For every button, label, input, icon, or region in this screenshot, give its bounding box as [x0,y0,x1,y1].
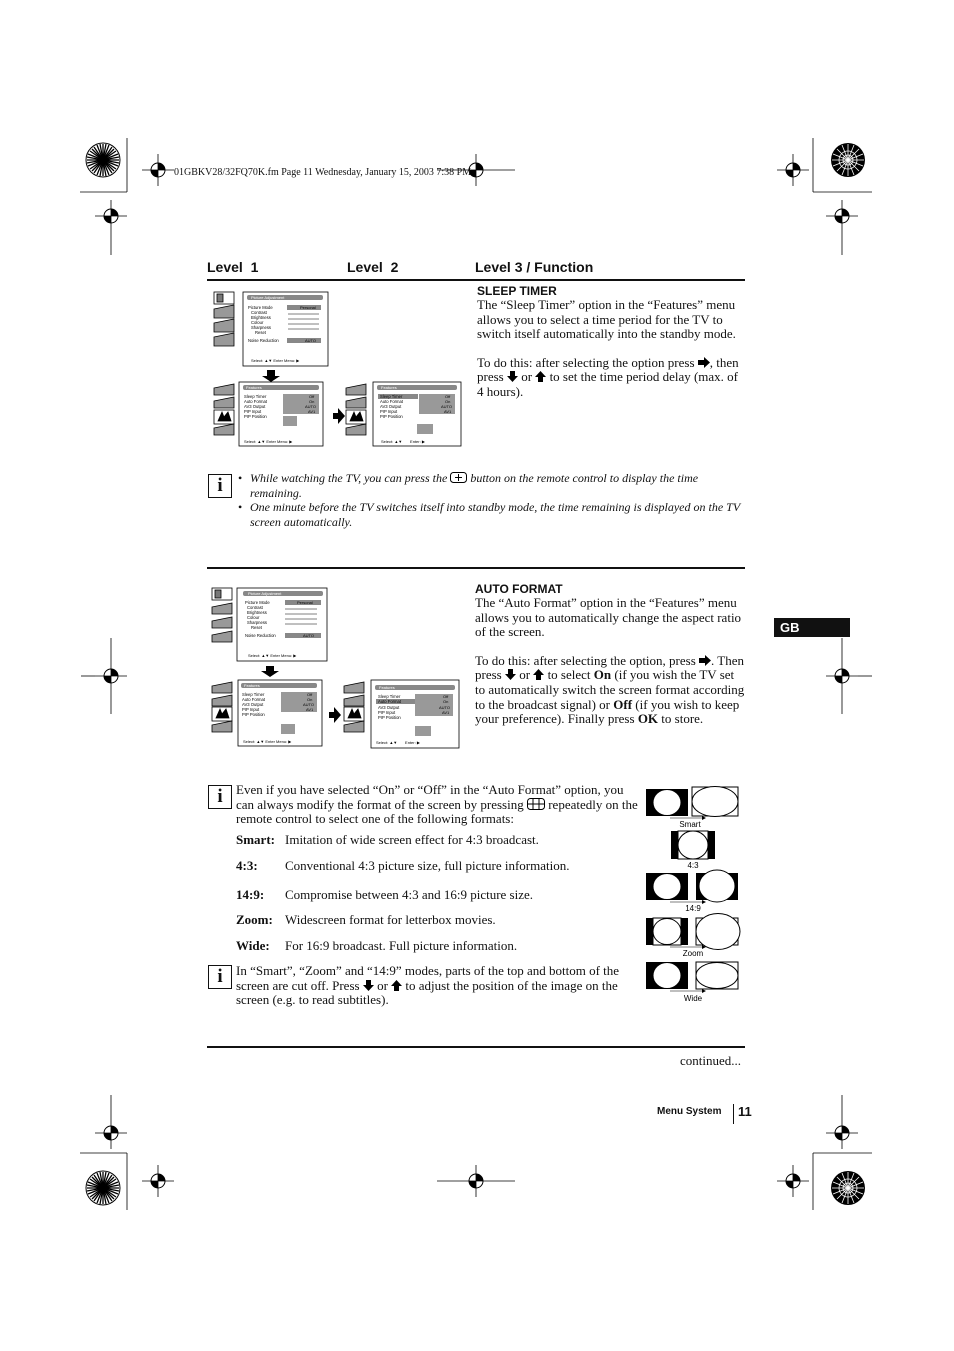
auto-format-section [475,582,745,727]
svg-text:Features: Features [246,385,262,390]
page-number: 11 [738,1104,752,1119]
svg-text:Picture Mode: Picture Mode [245,600,270,605]
sleep-timer-notes: • While watching the TV, you can press the button on the remote control to display the time remaining. • One minute before the TV switches itself into standby mode, the time remaining is displayed on the TV screen automatically. [238,471,740,529]
svg-text:Brightness: Brightness [251,315,271,320]
svg-text:Sharpness: Sharpness [251,325,272,330]
gb-language-tab: GB [774,618,850,637]
arrow-down-icon [505,669,516,680]
arrow-down-icon [363,980,374,991]
svg-text:AUTO: AUTO [303,702,315,707]
svg-text:Personal: Personal [297,600,313,605]
footer-divider [733,1104,734,1124]
svg-text:On: On [443,699,449,704]
format-4-3-illustration [671,831,715,870]
svg-text:4:3: 4:3 [687,861,699,870]
arrow-right-icon [698,357,710,368]
svg-text:Brightness: Brightness [247,610,267,615]
svg-text:PIP Input: PIP Input [380,409,398,414]
svg-text:PIP Input: PIP Input [244,409,262,414]
svg-text:Sleep Timer: Sleep Timer [242,692,265,697]
svg-text:Select: ▲▼ Enter Menu: ▶: Select: ▲▼ Enter Menu: ▶ [251,358,300,363]
svg-text:Sharpness: Sharpness [247,620,268,625]
footer-section-name: Menu System [657,1106,722,1117]
svg-text:AV1: AV1 [444,409,452,414]
format-zoom-illustration [646,914,740,959]
info-icon: i [208,474,232,498]
level3-header: Level 3 / Function [475,259,594,275]
svg-text:Select: ▲▼ Enter Menu: ▶: Select: ▲▼ Enter Menu: ▶ [244,439,293,444]
svg-text:Off: Off [309,394,315,399]
arrow-right-icon [699,655,711,666]
auto-format-menu-diagram [205,583,465,751]
screen-format-illustrations [640,780,750,1010]
section-rule [207,567,745,569]
continued-label: continued... [680,1053,742,1068]
svg-text:AUTO: AUTO [441,404,453,409]
svg-text:PIP Input: PIP Input [378,710,396,715]
svg-text:AV3 Output: AV3 Output [244,404,266,409]
svg-text:Auto Format: Auto Format [242,697,266,702]
svg-text:Reset: Reset [251,625,262,630]
svg-text:Select: ▲▼ Enter Menu: ▶: Select: ▲▼ Enter Menu: ▶ [243,739,292,744]
svg-text:AV1: AV1 [308,409,316,414]
svg-text:PIP Input: PIP Input [242,707,260,712]
display-info-icon [450,472,467,483]
svg-text:On: On [309,399,315,404]
svg-text:AV3 Output: AV3 Output [378,705,400,710]
svg-text:Sleep Timer: Sleep Timer [380,394,403,399]
svg-text:AUTO: AUTO [305,404,317,409]
file-header: 01GBKV28/32FQ70K.fm Page 11 Wednesday, January 15, 2003 7:38 PM [174,167,472,178]
svg-text:Select: ▲▼ Enter: ▶: Select: ▲▼ Enter: ▶ [376,740,420,745]
svg-text:Off: Off [445,394,451,399]
svg-text:PIP Position: PIP Position [242,712,265,717]
level1-header: Level 1 [207,259,259,275]
svg-text:PIP Position: PIP Position [380,414,403,419]
svg-text:Wide: Wide [683,994,703,1003]
svg-text:AUTO: AUTO [305,338,317,343]
arrow-down-icon [507,371,518,382]
svg-text:AV1: AV1 [306,707,314,712]
svg-text:Reset: Reset [255,330,266,335]
info-icon: i [208,785,232,809]
svg-text:Contrast: Contrast [251,310,267,315]
sleep-timer-instructions: To do this: after selecting the option press , then press or to set the time period delay (max. of 4 hours). [477,354,739,399]
auto-format-description: The “Auto Format” option in the “Features” menu allows you to automatically change the aspect ratio of the screen. [475,595,742,640]
svg-text:Off: Off [443,694,449,699]
svg-text:Features: Features [379,685,395,690]
svg-text:Features: Features [381,385,397,390]
picture-menu-title: Picture Adjustment [251,295,285,300]
svg-text:Noise Reduction: Noise Reduction [248,338,279,343]
arrow-up-icon [535,371,546,382]
sleep-timer-description: The “Sleep Timer” option in the “Features” menu allows you to select a time period for the TV to switch itself automatically into the standby mode. [477,297,736,342]
svg-text:AV3 Output: AV3 Output [242,702,264,707]
format-wide-illustration [646,962,738,1003]
svg-text:AV3 Output: AV3 Output [380,404,402,409]
svg-text:Zoom: Zoom [682,949,704,958]
svg-text:Features: Features [244,683,260,688]
level2-header: Level 2 [347,259,399,275]
svg-text:Select: ▲▼ Enter: ▶: Select: ▲▼ Enter: ▶ [381,439,425,444]
svg-text:PIP Position: PIP Position [378,715,401,720]
svg-text:On: On [445,399,451,404]
svg-text:Auto Format: Auto Format [244,399,268,404]
screen-format-icon [527,798,545,810]
sleep-timer-title: SLEEP TIMER [477,284,557,298]
svg-text:Picture Mode: Picture Mode [248,305,273,310]
svg-text:Picture Adjustment: Picture Adjustment [248,591,282,596]
svg-text:Contrast: Contrast [247,605,263,610]
sleep-timer-section [477,284,745,400]
svg-text:14:9: 14:9 [685,904,701,913]
format-14-9-illustration [646,870,738,913]
bottom-rule [207,1046,745,1048]
format-modes-note: In “Smart”, “Zoom” and “14:9” modes, parts of the top and bottom of the screen are cut off. Press or to adjust the position of the image on the screen (e.g. to read subtitles). [236,963,620,1008]
svg-text:Colour: Colour [251,320,264,325]
auto-format-title: AUTO FORMAT [475,582,563,596]
header-rule [207,279,745,281]
svg-text:Colour: Colour [247,615,260,620]
svg-text:Sleep Timer: Sleep Timer [244,394,267,399]
svg-text:PIP Position: PIP Position [244,414,267,419]
svg-text:Select: ▲▼ Enter Menu: ▶: Select: ▲▼ Enter Menu: ▶ [248,653,297,658]
svg-text:Off: Off [307,692,313,697]
svg-text:Personal: Personal [300,305,316,310]
auto-format-instructions: To do this: after selecting the option, press . Then press or to select On (if you wish the TV set to automatically switch the screen format according to the broadcast signal) or Off (if you wish to keep your preference). Finally press OK to store. [475,652,745,727]
format-intro: Even if you have selected “On” or “Off” in the “Auto Format” option, you can always modify the format of the screen by pressing repeatedly on the remote control to select one of the following formats: [236,782,638,827]
format-smart-illustration [646,787,738,830]
svg-text:AUTO: AUTO [303,633,315,638]
svg-text:Smart: Smart [679,820,701,829]
svg-text:Auto Format: Auto Format [380,399,404,404]
svg-text:AV1: AV1 [442,710,450,715]
svg-text:AUTO: AUTO [439,705,451,710]
info-icon: i [208,965,232,989]
svg-text:Noise Reduction: Noise Reduction [245,633,276,638]
svg-text:Auto Format: Auto Format [378,699,402,704]
sleep-timer-menu-diagram [205,285,465,450]
arrow-up-icon [391,980,402,991]
arrow-up-icon [533,669,544,680]
svg-text:Sleep Timer: Sleep Timer [378,694,401,699]
svg-text:On: On [307,697,313,702]
